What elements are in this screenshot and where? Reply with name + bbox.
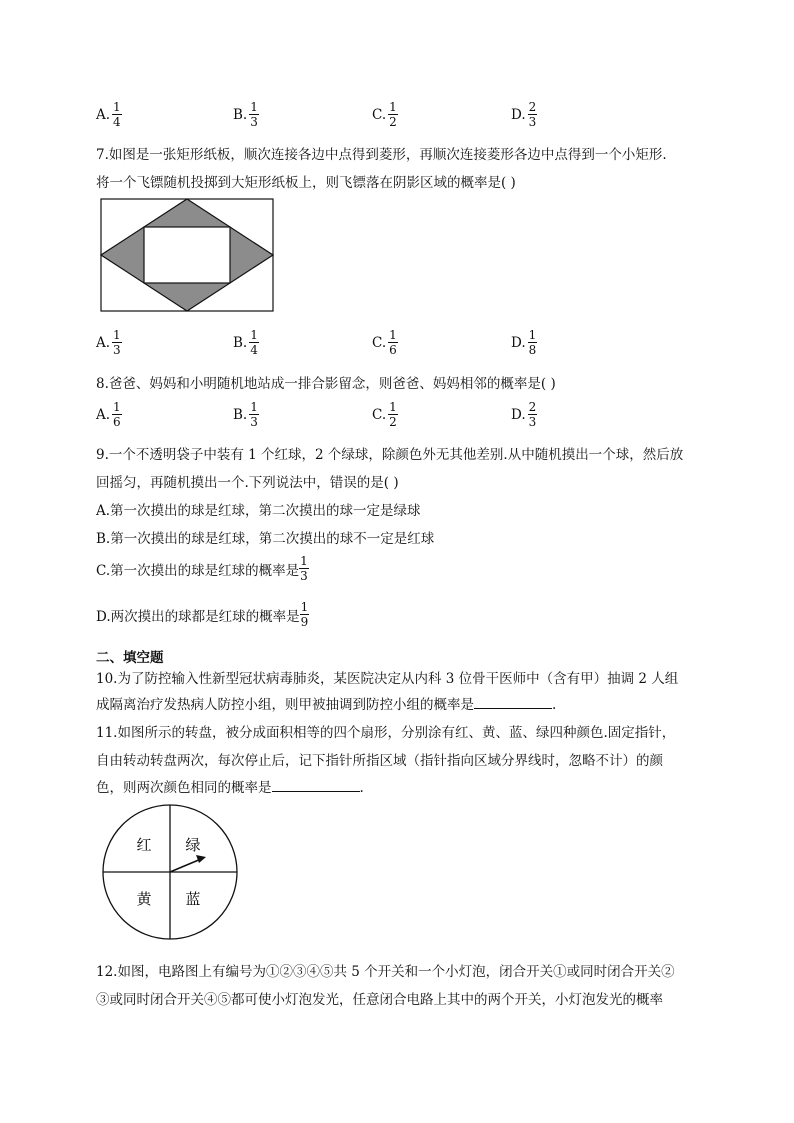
sector-label-red: 红 bbox=[136, 836, 152, 854]
option-letter: A. bbox=[96, 406, 111, 423]
q7-option-c[interactable] bbox=[372, 328, 398, 357]
denominator: 4 bbox=[250, 343, 258, 357]
denominator: 2 bbox=[389, 415, 397, 429]
q9-stem-line1: 9.一个不透明袋子中装有 1 个红球，2 个绿球，除颜色外无其他差别.从中随机摸出一个球，然后放 bbox=[96, 447, 684, 463]
option-letter: C. bbox=[372, 106, 387, 123]
option-letter: B. bbox=[233, 334, 248, 351]
numerator: 1 bbox=[250, 328, 258, 342]
fraction bbox=[388, 328, 398, 357]
fraction bbox=[249, 328, 259, 357]
numerator: 1 bbox=[113, 328, 121, 342]
q9-option-a[interactable]: A.第一次摸出的球是红球，第二次摸出的球一定是绿球 bbox=[96, 503, 421, 519]
denominator: 9 bbox=[300, 615, 309, 629]
numerator: 1 bbox=[389, 328, 397, 342]
answer-blank[interactable] bbox=[272, 779, 360, 792]
q6-option-a[interactable] bbox=[96, 100, 122, 129]
q12-stem-line1: 12.如图，电路图上有编号为①②③④⑤共 5 个开关和一个小灯泡，闭合开关①或同时闭合开关② bbox=[96, 964, 675, 980]
q10-stem-line1: 10.为了防控输入性新型冠状病毒肺炎，某医院决定从内科 3 位骨干医师中（含有甲）抽调 2 人组 bbox=[96, 671, 679, 687]
q7-stem-line1: 7.如图是一张矩形纸板，顺次连接各边中点得到菱形，再顺次连接菱形各边中点得到一个小矩形. bbox=[96, 147, 667, 163]
numerator: 1 bbox=[389, 400, 397, 414]
numerator: 2 bbox=[528, 100, 537, 114]
numerator: 1 bbox=[389, 100, 397, 114]
q6-option-c[interactable] bbox=[372, 100, 398, 129]
q8-option-b[interactable] bbox=[233, 400, 259, 429]
q7-option-a[interactable] bbox=[96, 328, 122, 357]
period: . bbox=[359, 780, 364, 796]
q11-text: 色，则两次颜色相同的概率是 bbox=[96, 780, 272, 796]
answer-blank[interactable] bbox=[474, 696, 552, 709]
option-letter: B. bbox=[233, 406, 248, 423]
numerator: 1 bbox=[300, 600, 309, 614]
q9-option-b[interactable]: B.第一次摸出的球是红球，第二次摸出的球不一定是红球 bbox=[96, 531, 435, 547]
q6-option-b[interactable] bbox=[233, 100, 259, 129]
denominator: 3 bbox=[250, 415, 258, 429]
fraction bbox=[299, 554, 309, 583]
q9-option-d[interactable] bbox=[96, 600, 309, 629]
q8-option-c[interactable] bbox=[372, 400, 398, 429]
numerator: 1 bbox=[113, 100, 121, 114]
option-text: D.两次摸出的球都是红球的概率是 bbox=[96, 608, 300, 625]
sector-label-blue: 蓝 bbox=[185, 890, 201, 908]
q10-text: 成隔离治疗发热病人防控小组，则甲被抽调到防控小组的概率是 bbox=[96, 697, 474, 713]
spinner-figure bbox=[100, 802, 240, 942]
rectangle-rhombus-figure bbox=[100, 198, 275, 313]
option-letter: B. bbox=[233, 106, 248, 123]
option-text: C.第一次摸出的球是红球的概率是 bbox=[96, 562, 300, 579]
q11-stem-line2: 自由转动转盘两次，每次停止后，记下指针所指区域（指针指向区域分界线时，忽略不计）的颜 bbox=[96, 753, 663, 769]
period: . bbox=[552, 697, 557, 713]
fraction bbox=[249, 100, 259, 129]
q7-option-d[interactable] bbox=[511, 328, 537, 357]
fraction bbox=[528, 328, 538, 357]
fraction bbox=[528, 100, 538, 129]
denominator: 4 bbox=[113, 115, 121, 129]
q9-option-c[interactable] bbox=[96, 554, 309, 583]
denominator: 3 bbox=[528, 115, 537, 129]
denominator: 3 bbox=[113, 343, 121, 357]
option-letter: A. bbox=[96, 106, 111, 123]
fraction bbox=[249, 400, 259, 429]
sector-label-yellow: 黄 bbox=[136, 890, 152, 908]
q8-stem: 8.爸爸、妈妈和小明随机地站成一排合影留念，则爸爸、妈妈相邻的概率是( ) bbox=[96, 376, 556, 392]
q7-stem-line2: 将一个飞镖随机投掷到大矩形纸板上，则飞镖落在阴影区域的概率是( ) bbox=[96, 175, 516, 191]
fraction bbox=[528, 400, 538, 429]
option-letter: C. bbox=[372, 334, 387, 351]
option-letter: C. bbox=[372, 406, 387, 423]
fraction bbox=[112, 328, 122, 357]
denominator: 6 bbox=[113, 415, 121, 429]
q8-option-d[interactable] bbox=[511, 400, 537, 429]
fraction bbox=[388, 400, 398, 429]
numerator: 1 bbox=[300, 554, 308, 568]
q9-stem-line2: 回摇匀，再随机摸出一个.下列说法中，错误的是( ) bbox=[96, 475, 399, 491]
denominator: 3 bbox=[300, 569, 308, 583]
q7-option-b[interactable] bbox=[233, 328, 259, 357]
q11-stem-line3 bbox=[96, 776, 364, 796]
q12-stem-line2: ③或同时闭合开关④⑤都可使小灯泡发光，任意闭合电路上其中的两个开关，小灯泡发光的概率 bbox=[96, 992, 663, 1008]
denominator: 8 bbox=[528, 343, 537, 357]
sector-label-green: 绿 bbox=[185, 836, 201, 854]
q8-option-a[interactable] bbox=[96, 400, 122, 429]
option-letter: D. bbox=[511, 106, 526, 123]
q10-stem-line2 bbox=[96, 693, 556, 713]
denominator: 6 bbox=[389, 343, 397, 357]
q11-stem-line1: 11.如图所示的转盘，被分成面积相等的四个扇形，分别涂有红、黄、蓝、绿四种颜色.固定指针， bbox=[96, 725, 676, 741]
fraction bbox=[112, 100, 122, 129]
numerator: 2 bbox=[528, 400, 537, 414]
numerator: 1 bbox=[250, 400, 258, 414]
denominator: 2 bbox=[389, 115, 397, 129]
fraction bbox=[388, 100, 398, 129]
numerator: 1 bbox=[528, 328, 537, 342]
q6-option-d[interactable] bbox=[511, 100, 537, 129]
section-heading: 二、填空题 bbox=[96, 650, 164, 666]
option-letter: A. bbox=[96, 334, 111, 351]
option-letter: D. bbox=[511, 406, 526, 423]
option-letter: D. bbox=[511, 334, 526, 351]
numerator: 1 bbox=[250, 100, 258, 114]
inner-rectangle bbox=[144, 227, 230, 283]
denominator: 3 bbox=[250, 115, 258, 129]
numerator: 1 bbox=[113, 400, 121, 414]
fraction bbox=[300, 600, 310, 629]
fraction bbox=[112, 400, 122, 429]
denominator: 3 bbox=[528, 415, 537, 429]
